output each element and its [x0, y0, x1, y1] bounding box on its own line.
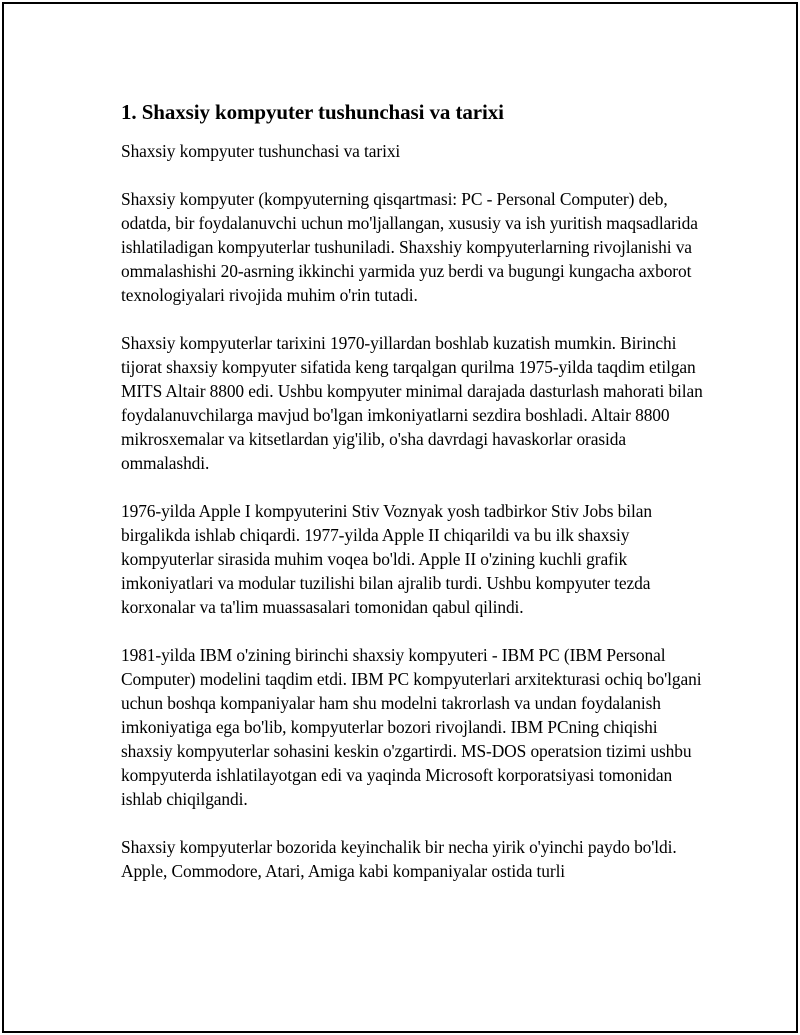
document-heading: 1. Shaxsiy kompyuter tushunchasi va tarixi [121, 100, 504, 124]
document-page [2, 2, 798, 1033]
paragraph-apple-history: 1976-yilda Apple I kompyuterini Stiv Voznyak yosh tadbirkor Stiv Jobs bilan birgalikda ishlab chiqardi. 1977-yilda Apple II chiqarildi va bu ilk shaxsiy kompyuterlar sirasida muhim voqea bo'ldi. Apple II o'zining kuchli grafik imkoniyatlari va modular tuzilishi bilan ajralib turdi. Ushbu kompyuter tezda korxonalar va ta'lim muassasalari tomonidan qabul qilindi. [121, 501, 652, 617]
paragraph-altair-history: Shaxsiy kompyuterlar tarixini 1970-yillardan boshlab kuzatish mumkin. Birinchi tijorat shaxsiy kompyuter sifatida keng tarqalgan qurilma 1975-yilda taqdim etilgan MITS Altair 8800 edi. Ushbu kompyuter minimal darajada dasturlash mahorati bilan foydalanuvchilarga mavjud bo'lgan imkoniyatlarni sezdira boshladi. Altair 8800 mikrosxemalar va kitsetlardan yig'ilib, o'sha davrdagi havaskorlar orasida ommalashdi. [121, 333, 703, 473]
paragraph-definition: Shaxsiy kompyuter (kompyuterning qisqartmasi: PC - Personal Computer) deb, odatda, bir foydalanuvchi uchun mo'ljallangan, xususiy va ish yuritish maqsadlarida ishlatiladigan kompyuterlar tushuniladi. Shaxshiy kompyuterlarning rivojlanishi va ommalashishi 20-asrning ikkinchi yarmida yuz berdi va bugungi kungacha axborot texnologiyalari rivojida muhim o'rin tutadi. [121, 189, 698, 305]
paragraph-market-players: Shaxsiy kompyuterlar bozorida keyinchalik bir necha yirik o'yinchi paydo bo'ldi. Apple, Commodore, Atari, Amiga kabi kompaniyalar ostida turli [121, 837, 677, 881]
document-body [121, 100, 706, 883]
paragraph-ibm-history: 1981-yilda IBM o'zining birinchi shaxsiy kompyuteri - IBM PC (IBM Personal Computer) modelini taqdim etdi. IBM PC kompyuterlari arxitekturasi ochiq bo'lgani uchun boshqa kompaniyalar ham shu modelni takrorlash va undan foydalanish imkoniyatiga ega bo'lib, kompyuterlar bozori rivojlandi. IBM PCning chiqishi shaxsiy kompyuterlar sohasini keskin o'zgartirdi. MS-DOS operatsion tizimi ushbu kompyuterda ishlatilayotgan edi va yaqinda Microsoft korporatsiyasi tomonidan ishlab chiqilgandi. [121, 645, 702, 809]
document-subheading: Shaxsiy kompyuter tushunchasi va tarixi [121, 141, 401, 161]
